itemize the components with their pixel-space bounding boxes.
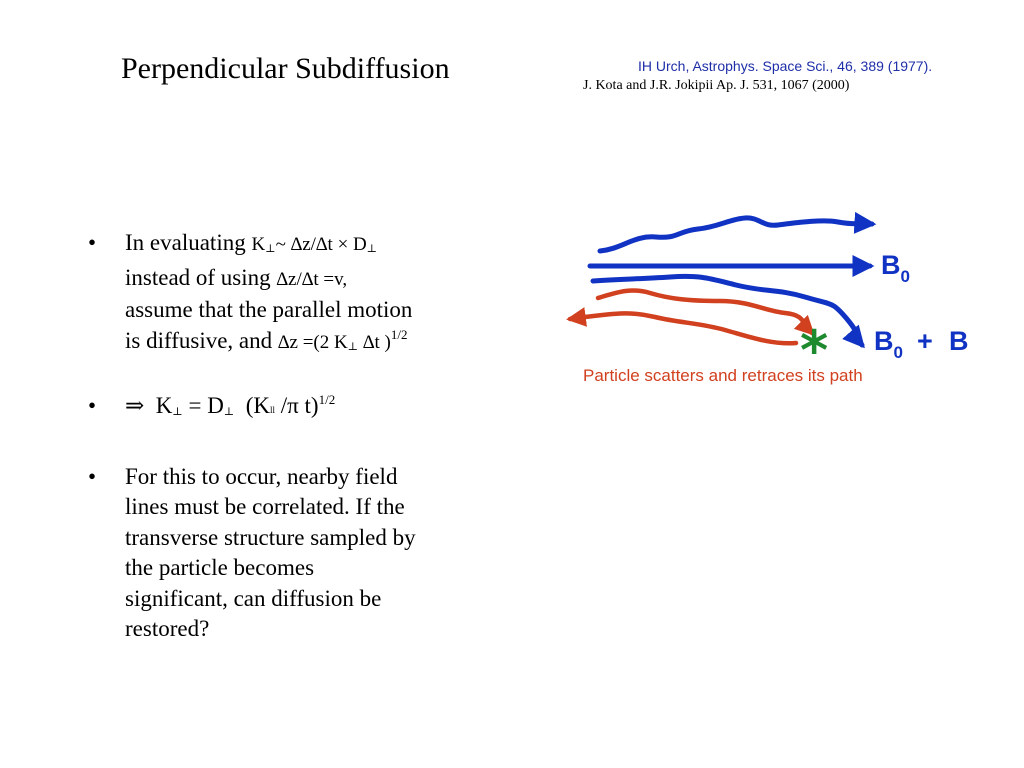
bullet-1-math-1: ~ ∆z/∆t × D — [275, 234, 367, 255]
figure-caption: Particle scatters and retraces its path — [583, 366, 863, 385]
bullet-marker: • — [88, 230, 97, 255]
bullet-1-math-1-perp: ⊥ — [366, 243, 378, 255]
references — [583, 57, 963, 95]
bullet-3-line-4: the particle becomes — [125, 555, 315, 580]
reference-urch: IH Urch, Astrophys. Space Sci., 46, 389 (1977). — [638, 58, 933, 74]
bullet-1-perp: ⊥ — [265, 243, 276, 255]
bullet-1-math-3a: ∆z =(2 K — [277, 331, 348, 353]
label-b0-bottom-subscript: 0 — [893, 343, 903, 362]
bullet-1-text-2: instead of using — [125, 264, 277, 290]
label-b0-top-letter: B — [881, 250, 901, 280]
bullet-2-rest: /π t) — [275, 393, 319, 418]
label-b0-top — [881, 250, 910, 284]
bullet-1-math-3-perp: ⊥ — [347, 340, 359, 353]
bullet-implication — [88, 391, 508, 426]
label-b0-bottom-letter: B — [874, 326, 894, 356]
reference-kota-jokipii: J. Kota and J.R. Jokipii Ap. J. 531, 1067 (2000) — [583, 78, 850, 93]
bullet-2-d-perp: ⊥ — [223, 406, 235, 418]
bullet-3-line-1: For this to occur, nearby field — [125, 463, 398, 489]
bullet-1-text-4: is diffusive, and — [125, 327, 278, 353]
perturbed-field-line-top — [600, 218, 872, 251]
bullet-marker: • — [88, 463, 97, 489]
bullet-2-eq: = D — [182, 393, 224, 418]
bullet-evaluating — [88, 228, 508, 360]
label-b0-top-subscript: 0 — [900, 267, 910, 286]
label-delta-b: B — [949, 326, 969, 356]
label-b0-perturbed — [874, 326, 903, 360]
implies-symbol: ⇒ — [125, 393, 145, 418]
bullet-3-line-3: transverse structure sampled by — [125, 524, 416, 550]
bullet-correlation — [88, 462, 508, 645]
slide-title: Perpendicular Subdiffusion — [121, 52, 450, 85]
bullet-1-math-3-sup: 1/2 — [390, 326, 408, 342]
bullet-marker: • — [88, 393, 97, 418]
scatter-star-icon: * — [800, 319, 829, 382]
bullet-1-text-3: assume that the parallel motion — [125, 297, 413, 322]
bullet-1-k: K — [251, 234, 266, 255]
bullet-3-line-6: restored? — [125, 616, 210, 641]
particle-path-return — [570, 313, 796, 343]
bullet-3-line-2: lines must be correlated. If the — [125, 494, 405, 519]
bullet-2-k: K — [155, 393, 173, 418]
field-line-diagram — [560, 205, 980, 390]
bullet-3-line-5: significant, can diffusion be — [125, 585, 382, 611]
label-plus: + — [917, 326, 933, 356]
bullet-1-text-1: In evaluating — [125, 230, 252, 255]
bullet-2-sup: 1/2 — [318, 392, 336, 407]
bullet-2-k-perp: ⊥ — [172, 406, 183, 418]
bullet-list — [88, 228, 508, 645]
bullet-2-open: (K — [245, 393, 270, 418]
diagram-arrows — [560, 205, 980, 390]
bullet-1-math-3b: ∆t ) — [358, 331, 391, 353]
bullet-1-math-2: ∆z/∆t =v, — [276, 268, 348, 290]
bullet-2-parallel: ll — [270, 405, 276, 415]
